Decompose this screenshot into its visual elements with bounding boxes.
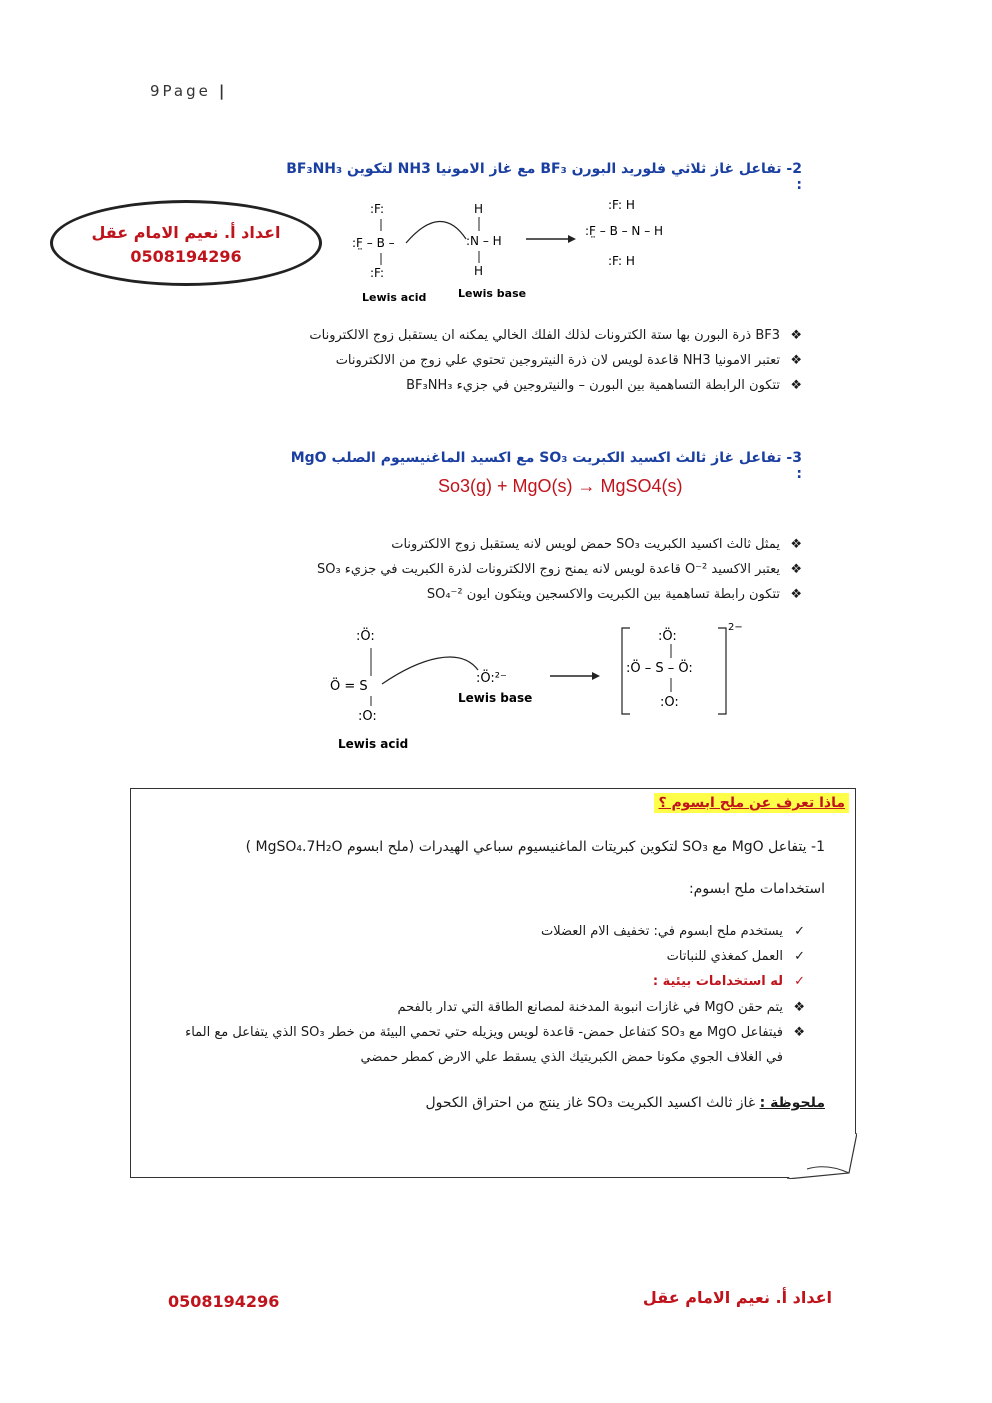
adduct-middle: :F̤ – B – N – H bbox=[585, 224, 664, 238]
bullet-text: يعتبر الاكسيد O⁻² قاعدة لويس لانه يمنح زوج الالكترونات لذرة الكبريت في جزيء SO₃ bbox=[316, 562, 780, 577]
bullet-text: فيتفاعل MgO مع SO₃ كتفاعل حمض- قاعدة لويس ويزيله حتي تحمي البيئة من خطر SO₃ الذي يتفاعل مع الماء في الغلاف الجوي مكونا حمض الكبريتيك الذي يسقط علي الارض كمطر حمضي bbox=[185, 1025, 783, 1065]
diamond-bullet-icon: ❖ bbox=[790, 353, 802, 368]
check-icon: ✓ bbox=[794, 949, 805, 964]
electron-arrow bbox=[406, 221, 466, 243]
list-item bbox=[242, 373, 802, 398]
list-item bbox=[165, 1020, 805, 1070]
bullet-text: BF3 ذرة البورن بها ستة الكترونات لذلك الفلك الخالي يمكنه ان يستقبل زوج الالكترونات bbox=[309, 328, 780, 343]
section2-heading: 2- تفاعل غاز ثلاثي فلوريد البورن BF₃ مع غاز الامونيا NH3 لتكوين BF₃NH₃ : bbox=[286, 161, 802, 193]
adduct-top: :F: H bbox=[608, 198, 635, 212]
so3-bottom-oxygen: :O: bbox=[358, 709, 377, 724]
bullet-text: تعتبر الامونيا NH3 قاعدة لويس لان ذرة النيتروجين تحتوي علي زوج من الالكترونات bbox=[335, 353, 780, 368]
bullet-text: يمثل ثالث اكسيد الكبريت SO₃ حمض لويس لانه يستقبل زوج الالكترونات bbox=[391, 537, 780, 552]
note-text: غاز ثالث اكسيد الكبريت SO₃ غاز ينتج من احتراق الكحول bbox=[425, 1095, 756, 1111]
note-label: ملحوظة : bbox=[759, 1095, 825, 1111]
sulfate-top: :Ö: bbox=[658, 629, 677, 644]
diamond-bullet-icon: ❖ bbox=[790, 378, 802, 393]
diamond-bullet-icon: ❖ bbox=[793, 1000, 805, 1015]
header-divider: | bbox=[218, 82, 225, 100]
nh3-lewis-base-label: Lewis base bbox=[458, 287, 527, 300]
so3-oxide-diagram bbox=[320, 618, 750, 758]
footer-author: اعداد أ. نعيم الامام عقل bbox=[642, 1288, 832, 1307]
list-item bbox=[242, 348, 802, 373]
so3-top-oxygen: :Ö: bbox=[356, 629, 375, 644]
diamond-bullet-icon: ❖ bbox=[793, 1025, 805, 1040]
diamond-bullet-icon: ❖ bbox=[790, 328, 802, 343]
section2-bullets bbox=[242, 323, 802, 398]
box-line1: 1- يتفاعل MgO مع SO₃ لتكوين كبريتات الماغنيسيوم سباعي الهيدرات (ملح ابسوم MgSO₄.7H₂O ) bbox=[245, 839, 825, 855]
section3-heading: 3- تفاعل غاز ثالث اكسيد الكبريت SO₃ مع اكسيد الماغنيسيوم الصلب MgO : bbox=[290, 450, 802, 482]
stamp-phone: 0508194296 bbox=[130, 247, 242, 266]
reaction-arrow-head bbox=[592, 672, 600, 680]
bullet-text: يستخدم ملح ابسوم في: تخفيف الام العضلات bbox=[540, 924, 783, 939]
bf3-top: :F: bbox=[370, 202, 385, 216]
page-number: 9 bbox=[150, 82, 163, 100]
oxide-ion: :Ö:²⁻ bbox=[476, 671, 507, 686]
so3-lewis-acid-label: Lewis acid bbox=[338, 737, 409, 751]
list-item bbox=[242, 557, 802, 582]
bullet-text: له استخدامات بيئية : bbox=[652, 974, 783, 989]
list-item bbox=[242, 323, 802, 348]
so3-middle: Ö = S bbox=[330, 679, 368, 694]
page-label: Page bbox=[162, 82, 211, 100]
check-icon: ✓ bbox=[794, 974, 805, 989]
environmental-uses bbox=[165, 995, 805, 1070]
bf3-lewis-acid-label: Lewis acid bbox=[362, 291, 427, 304]
epsom-salt-box bbox=[130, 788, 856, 1178]
note bbox=[165, 1089, 825, 1117]
author-stamp bbox=[50, 200, 322, 286]
bf3-nh3-diagram bbox=[340, 195, 700, 310]
diamond-bullet-icon: ❖ bbox=[790, 562, 802, 577]
list-item bbox=[242, 582, 802, 607]
list-item bbox=[445, 944, 805, 969]
oxide-lewis-base-label: Lewis base bbox=[458, 691, 533, 705]
reaction-arrow-head bbox=[568, 235, 576, 243]
page-header bbox=[150, 82, 224, 100]
footer-phone: 0508194296 bbox=[168, 1292, 280, 1311]
box-title: ماذا تعرف عن ملح ابسوم ؟ bbox=[654, 793, 849, 813]
sulfate-middle: :Ö – S – Ö: bbox=[626, 661, 693, 676]
list-item bbox=[242, 532, 802, 557]
so3-mgo-equation: So3(g) + MgO(s) → MgSO4(s) bbox=[438, 476, 683, 496]
nh3-middle: :N – H bbox=[466, 234, 502, 248]
electron-arrow bbox=[382, 657, 478, 684]
list-item bbox=[445, 969, 805, 994]
uses-label: استخدامات ملح ابسوم: bbox=[688, 881, 825, 897]
bf3-middle: :F̤ – B – bbox=[352, 236, 395, 250]
bf3-bottom: :F: bbox=[370, 266, 385, 280]
diamond-bullet-icon: ❖ bbox=[790, 587, 802, 602]
bullet-text: يتم حقن MgO في غازات انبوبة المدخنة لمصانع الطاقة التي تدار بالفحم bbox=[397, 1000, 783, 1015]
sulfate-bottom: :O: bbox=[660, 695, 679, 710]
nh3-top: H bbox=[474, 202, 484, 216]
bracket-right bbox=[718, 628, 726, 714]
section3-bullets bbox=[242, 532, 802, 607]
stamp-name: اعداد أ. نعيم الامام عقل bbox=[91, 223, 281, 242]
diamond-bullet-icon: ❖ bbox=[790, 537, 802, 552]
list-item bbox=[165, 995, 805, 1020]
sulfate-charge: 2− bbox=[728, 622, 743, 633]
bullet-text: تتكون الرابطة التساهمية بين البورن – والنيتروجين في جزيء BF₃NH₃ bbox=[406, 378, 780, 393]
adduct-bottom: :F: H bbox=[608, 254, 635, 268]
uses-list bbox=[445, 919, 805, 994]
nh3-bottom: H bbox=[474, 264, 484, 278]
check-icon: ✓ bbox=[794, 924, 805, 939]
list-item bbox=[445, 919, 805, 944]
page-curl-icon bbox=[787, 1133, 857, 1179]
bullet-text: العمل كمغذي للنباتات bbox=[666, 949, 783, 964]
bullet-text: تتكون رابطة تساهمية بين الكبريت والاكسجين ويتكون ايون SO₄⁻² bbox=[426, 587, 780, 602]
